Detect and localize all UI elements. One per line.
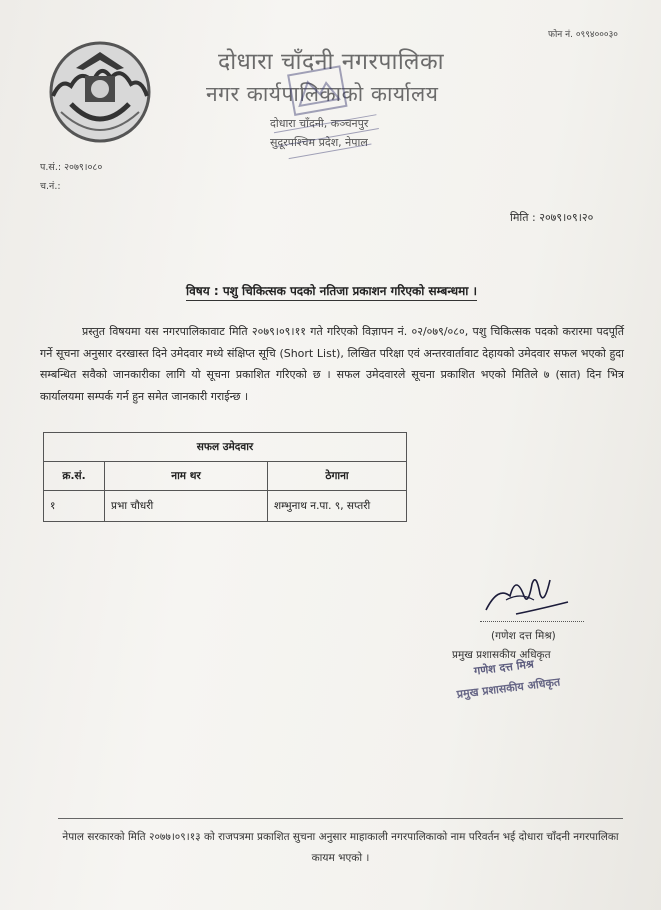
column-header-name: नाम थर: [105, 462, 268, 491]
cell-name: प्रभा चौधरी: [105, 491, 268, 522]
cell-address: शम्भुनाथ न.पा. ९, सप्तरी: [268, 491, 407, 522]
phone-number: फोन नं. ०९९४०००३०: [548, 30, 618, 40]
signatory-title: प्रमुख प्रशासकीय अधिकृत: [452, 649, 551, 661]
office-title: नगर कार्यपालिकाको कार्यालय: [206, 82, 439, 106]
footer-note: नेपाल सरकारको मिति २०७७।०९।१३ को राजपत्रमा प्रकाशित सुचना अनुसार माहाकाली नगरपालिकाको नाम परिवर्तन भई दोधारा चाँदनी नगरपालिका कायम भएको ।: [62, 831, 619, 864]
office-stamp-icon: [258, 62, 388, 172]
dispatch-number: च.नं.:: [40, 181, 61, 192]
stamp-title-text: प्रमुख प्रशासकीय अधिकृत: [456, 675, 561, 702]
signatory-name: (गणेश दत्त मिश्र): [491, 630, 556, 642]
table-row: [44, 491, 407, 522]
column-header-sn: क्र.सं.: [44, 462, 105, 491]
letter-number: प.सं.: २०७९।०८०: [40, 162, 103, 173]
office-province: सुदूरपश्चिम प्रदेश, नेपाल: [270, 136, 368, 149]
handwritten-signature-icon: [476, 566, 572, 622]
office-address: दोधारा चाँदनी, कञ्चनपुर: [270, 117, 369, 130]
signature-line: [480, 621, 584, 622]
table-caption: सफल उमेदवार: [44, 433, 407, 462]
stamp-name-text: गणेश दत्त मिश्र: [473, 657, 535, 678]
result-table: [43, 432, 407, 522]
letter-date: मिति : २०७९।०९।२०: [510, 211, 594, 224]
footer-divider: [58, 818, 623, 819]
column-header-address: ठेगाना: [268, 462, 407, 491]
nepal-government-emblem-icon: [41, 38, 159, 146]
subject-line: विषय : पशु चिकित्सक पदको नतिजा प्रकाशन गरिएको सम्बन्धमा ।: [186, 282, 477, 301]
notice-body: प्रस्तुत विषयमा यस नगरपालिकावाट मिति २०७९।०९।११ गते गरिएको विज्ञापन नं. ०२/०७९/०८०, पशु चिकित्सक पदको करारमा पदपूर्ति गर्ने सूचना अनुसार दरखास्त दिने उमेदवार मध्ये संक्षिप्त सूचि (Short List), लिखित परिक्षा एवं अन्तरवार्तावाट देहायको उमेदवार सफल भएको हुदा सम्बन्धित सवैको जानकारीका लागि यो सूचना प्रकाशित गरिएको छ । सफल उमेदवारले सूचना प्रकाशित भएको मितिले ७ (सात) दिन भित्र कार्यालयमा सम्पर्क गर्न हुन समेत जानकारी गराईन्छ ।: [40, 325, 624, 403]
office-name: दोधारा चाँदनी नगरपालिका: [218, 49, 445, 75]
cell-sn: १: [44, 491, 105, 522]
